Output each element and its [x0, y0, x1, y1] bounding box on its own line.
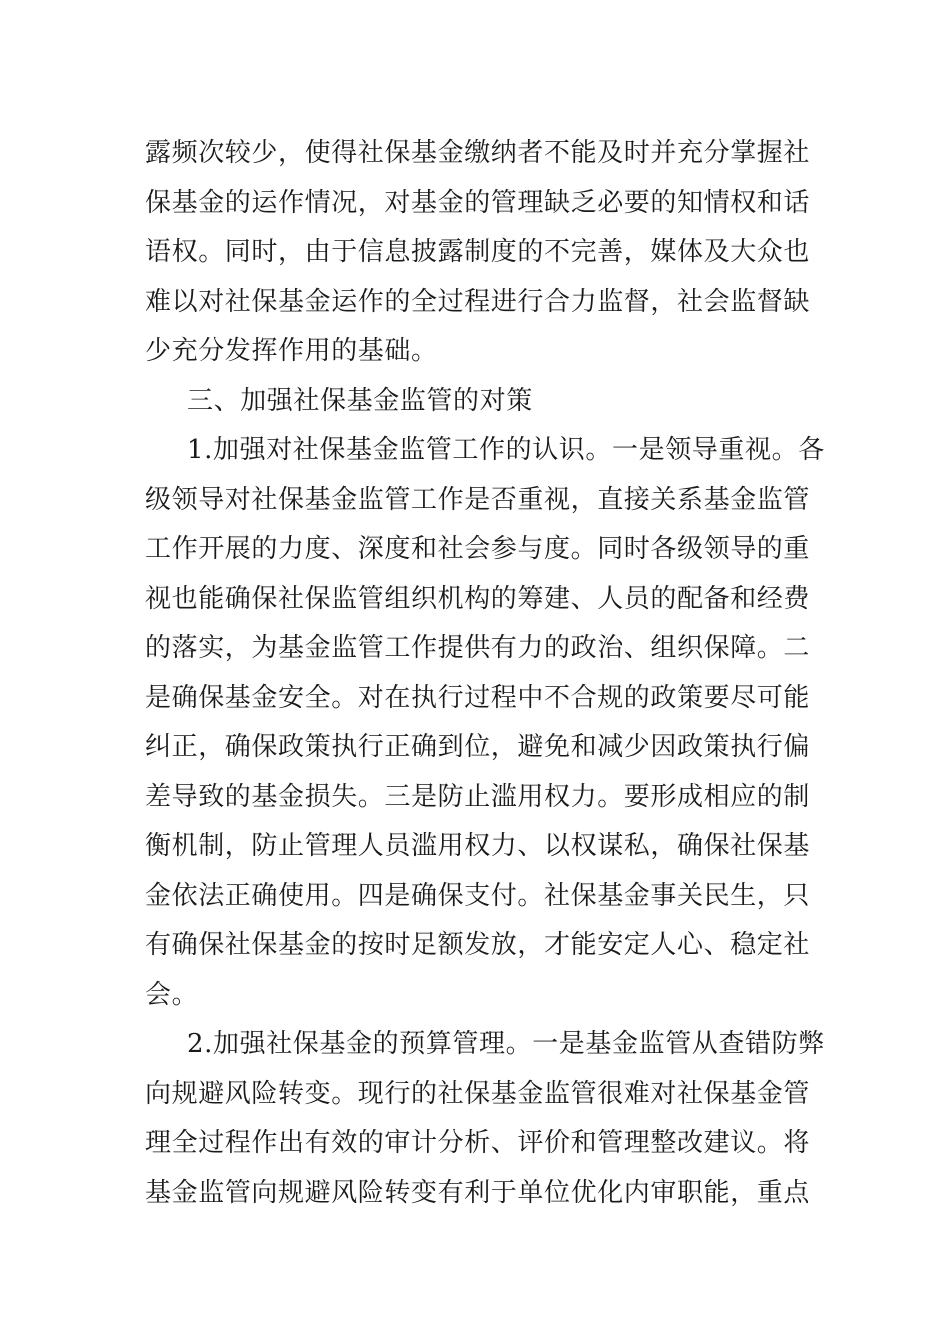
- text-line: 纠正，确保政策执行正确到位，避免和减少因政策执行偏: [145, 732, 811, 762]
- text-line: 是确保基金安全。对在执行过程中不合规的政策要尽可能: [145, 682, 811, 713]
- text-line: 少充分发挥作用的基础。: [145, 336, 438, 366]
- text-line: 有确保社保基金的按时足额发放，才能安定人心、稳定社: [145, 930, 811, 960]
- text-line: 难以对社保基金运作的全过程进行合力监督，社会监督缺: [145, 286, 811, 317]
- text-line: 理全过程作出有效的审计分析、评价和管理整改建议。将: [145, 1128, 811, 1158]
- text-line: 语权。同时，由于信息披露制度的不完善，媒体及大众也: [145, 237, 811, 267]
- text-line: 衡机制，防止管理人员滥用权力、以权谋私，确保社保基: [145, 831, 811, 861]
- section-heading: [145, 377, 810, 427]
- text-line: 1.加强对社保基金监管工作的认识。一是领导重视。各: [187, 435, 825, 465]
- text-line: 2.加强社保基金的预算管理。一是基金监管从查错防弊: [187, 1029, 825, 1059]
- text-line: 会。: [145, 979, 199, 1010]
- text-line: 视也能确保社保监管组织机构的筹建、人员的配备和经费: [145, 583, 811, 614]
- text-line: 差导致的基金损失。三是防止滥用权力。要形成相应的制: [145, 781, 811, 812]
- paragraph-item-2: [145, 1020, 825, 1218]
- paragraph-item-1: [145, 426, 825, 1020]
- text-line: 金依法正确使用。四是确保支付。社保基金事关民生，只: [145, 880, 811, 911]
- text-line: 保基金的运作情况，对基金的管理缺乏必要的知情权和话: [145, 187, 811, 218]
- document-body: [145, 129, 825, 1218]
- text-line: 工作开展的力度、深度和社会参与度。同时各级领导的重: [145, 534, 811, 564]
- text-line: 向规避风险转变。现行的社保基金监管很难对社保基金管: [145, 1078, 811, 1109]
- text-line: 的落实，为基金监管工作提供有力的政治、组织保障。二: [145, 633, 811, 663]
- paragraph-disclosure: [145, 129, 810, 377]
- text-line: 基金监管向规避风险转变有利于单位优化内审职能，重点: [145, 1177, 811, 1208]
- text-line: 级领导对社保基金监管工作是否重视，直接关系基金监管: [145, 484, 811, 515]
- heading-text: 三、加强社保基金监管的对策: [187, 385, 533, 416]
- text-line: 露频次较少，使得社保基金缴纳者不能及时并充分掌握社: [145, 138, 811, 168]
